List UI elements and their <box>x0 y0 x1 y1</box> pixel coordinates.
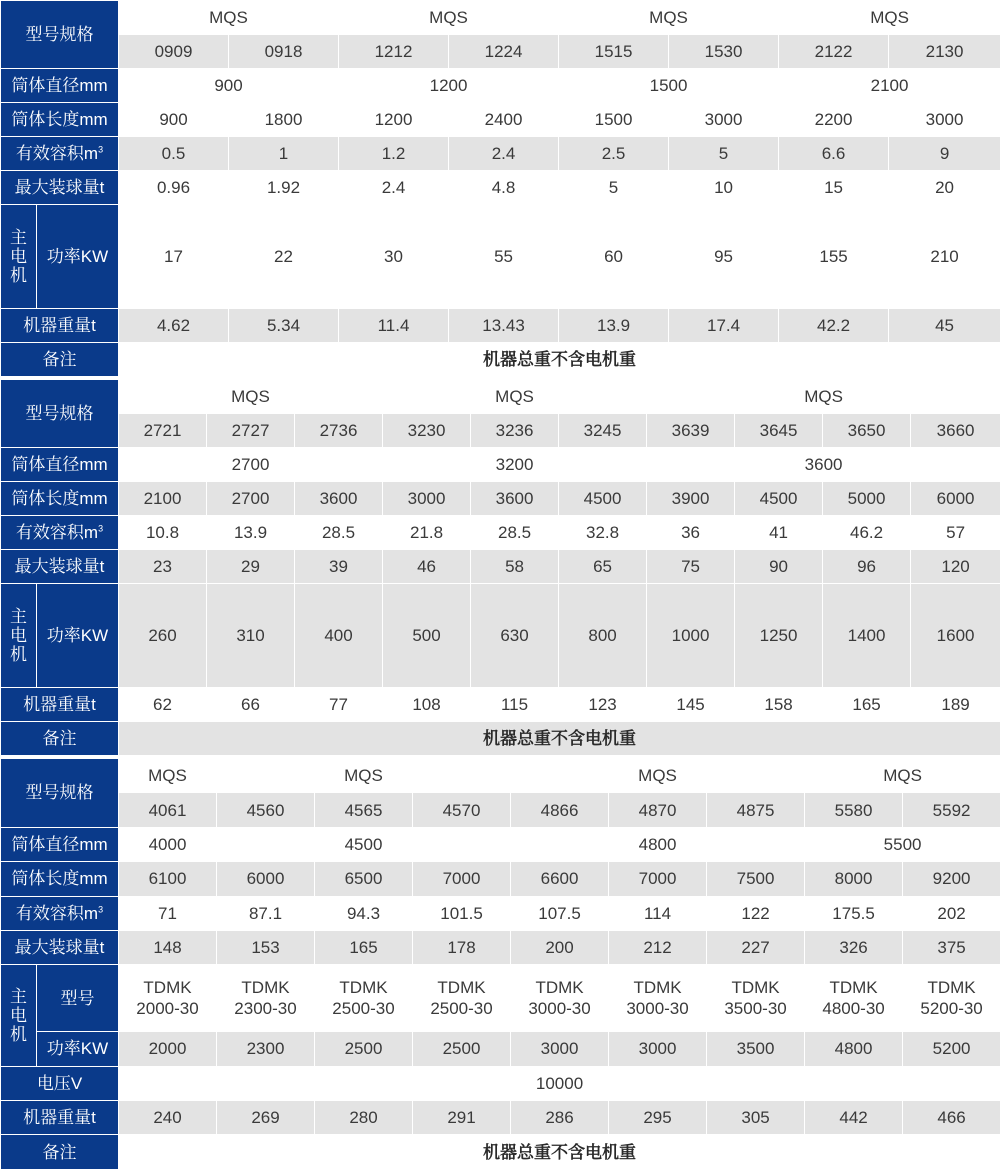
volume-label: 有效容积$m^3$ <box>1 896 119 930</box>
model-cell: 1224 <box>449 35 559 69</box>
length-cell: 7000 <box>413 862 511 896</box>
power-cell: 1000 <box>647 584 735 687</box>
motor-type-cell: TDMK 5200-30 <box>903 965 1000 1032</box>
ball-load-label: 最大装球量t <box>1 171 119 205</box>
diameter-label: 筒体直径mm <box>1 827 119 861</box>
motor-type-cell: TDMK 3500-30 <box>707 965 805 1032</box>
power-cell: 630 <box>471 584 559 687</box>
diameter-cell: 4800 <box>511 827 805 861</box>
weight-cell: 165 <box>823 687 911 721</box>
power-cell: 5200 <box>903 1032 1000 1066</box>
volume-cell: 5 <box>669 137 779 171</box>
model-cell: 4866 <box>511 793 609 827</box>
length-cell: 5000 <box>823 482 911 516</box>
diameter-cell: 2100 <box>779 69 1000 103</box>
weight-cell: 280 <box>315 1101 413 1135</box>
remark-label: 备注 <box>1 721 119 755</box>
weight-cell: 13.9 <box>559 308 669 342</box>
power-cell: 2500 <box>413 1032 511 1066</box>
volume-cell: 2.5 <box>559 137 669 171</box>
weight-cell: 123 <box>559 687 647 721</box>
length-cell: 3600 <box>295 482 383 516</box>
diameter-label: 筒体直径mm <box>1 69 119 103</box>
power-cell: 30 <box>339 205 449 308</box>
ball-load-cell: 1.92 <box>229 171 339 205</box>
remark-cell: 机器总重不含电机重 <box>119 721 1000 755</box>
model-cell: 3639 <box>647 414 735 448</box>
remark-cell: 机器总重不含电机重 <box>119 1135 1000 1170</box>
diameter-cell: 4000 <box>119 827 217 861</box>
model-cell: 2122 <box>779 35 889 69</box>
diameter-cell: 2700 <box>119 448 383 482</box>
weight-cell: 286 <box>511 1101 609 1135</box>
ball-load-cell: 23 <box>119 550 207 584</box>
weight-cell: 269 <box>217 1101 315 1135</box>
model-cell: 4870 <box>609 793 707 827</box>
diameter-cell: 4500 <box>217 827 511 861</box>
ball-load-cell: 2.4 <box>339 171 449 205</box>
length-cell: 3900 <box>647 482 735 516</box>
ball-load-cell: 178 <box>413 931 511 965</box>
weight-cell: 45 <box>889 308 1000 342</box>
model-cell: 4570 <box>413 793 511 827</box>
series-header: MQS <box>647 380 1000 414</box>
weight-cell: 66 <box>207 687 295 721</box>
length-cell: 3000 <box>383 482 471 516</box>
ball-load-cell: 58 <box>471 550 559 584</box>
length-cell: 6000 <box>217 862 315 896</box>
volume-cell: 101.5 <box>413 896 511 930</box>
series-header: MQS <box>559 1 779 35</box>
series-header: MQS <box>779 1 1000 35</box>
model-cell: 3660 <box>911 414 1000 448</box>
voltage-label: 电压V <box>1 1066 119 1100</box>
volume-cell: 71 <box>119 896 217 930</box>
power-cell: 500 <box>383 584 471 687</box>
volume-cell: 114 <box>609 896 707 930</box>
spec-table-3 <box>0 758 1000 1170</box>
volume-cell: 36 <box>647 516 735 550</box>
length-cell: 4500 <box>735 482 823 516</box>
weight-cell: 13.43 <box>449 308 559 342</box>
power-label: 功率KW <box>37 205 119 308</box>
volume-cell: 0.5 <box>119 137 229 171</box>
model-cell: 1530 <box>669 35 779 69</box>
length-label: 筒体长度mm <box>1 862 119 896</box>
power-cell: 2000 <box>119 1032 217 1066</box>
model-cell: 3236 <box>471 414 559 448</box>
weight-cell: 240 <box>119 1101 217 1135</box>
model-cell: 1515 <box>559 35 669 69</box>
weight-cell: 291 <box>413 1101 511 1135</box>
power-label: 功率KW <box>37 1032 119 1066</box>
model-cell: 0909 <box>119 35 229 69</box>
weight-cell: 42.2 <box>779 308 889 342</box>
power-cell: 4800 <box>805 1032 903 1066</box>
series-header: MQS <box>339 1 559 35</box>
volume-cell: 13.9 <box>207 516 295 550</box>
volume-label: 有效容积$m^3$ <box>1 516 119 550</box>
model-spec-label: 型号规格 <box>1 759 119 828</box>
motor-type-label: 型号 <box>37 965 119 1032</box>
volume-cell: 107.5 <box>511 896 609 930</box>
weight-cell: 77 <box>295 687 383 721</box>
model-cell: 3230 <box>383 414 471 448</box>
length-cell: 3000 <box>669 103 779 137</box>
ball-load-cell: 90 <box>735 550 823 584</box>
length-cell: 6000 <box>911 482 1000 516</box>
power-cell: 1250 <box>735 584 823 687</box>
ball-load-cell: 10 <box>669 171 779 205</box>
ball-load-cell: 148 <box>119 931 217 965</box>
ball-load-cell: 5 <box>559 171 669 205</box>
length-cell: 3000 <box>889 103 1000 137</box>
ball-load-cell: 212 <box>609 931 707 965</box>
main-motor-label: 主 电 机 <box>1 205 37 308</box>
diameter-cell: 3600 <box>647 448 1000 482</box>
power-cell: 22 <box>229 205 339 308</box>
volume-cell: 1 <box>229 137 339 171</box>
length-cell: 1800 <box>229 103 339 137</box>
series-header: MQS <box>119 759 217 793</box>
model-cell: 1212 <box>339 35 449 69</box>
remark-cell: 机器总重不含电机重 <box>119 342 1000 376</box>
volume-cell: 32.8 <box>559 516 647 550</box>
ball-load-cell: 75 <box>647 550 735 584</box>
weight-cell: 189 <box>911 687 1000 721</box>
ball-load-cell: 227 <box>707 931 805 965</box>
weight-cell: 295 <box>609 1101 707 1135</box>
model-cell: 0918 <box>229 35 339 69</box>
remark-label: 备注 <box>1 342 119 376</box>
diameter-label: 筒体直径mm <box>1 448 119 482</box>
weight-cell: 466 <box>903 1101 1000 1135</box>
length-cell: 7000 <box>609 862 707 896</box>
ball-load-label: 最大装球量t <box>1 931 119 965</box>
remark-label: 备注 <box>1 1135 119 1170</box>
motor-type-cell: TDMK 2500-30 <box>315 965 413 1032</box>
length-cell: 6600 <box>511 862 609 896</box>
weight-cell: 17.4 <box>669 308 779 342</box>
volume-cell: 28.5 <box>471 516 559 550</box>
length-label: 筒体长度mm <box>1 103 119 137</box>
length-cell: 1200 <box>339 103 449 137</box>
power-cell: 310 <box>207 584 295 687</box>
main-motor-label: 主 电 机 <box>1 584 37 687</box>
volume-cell: 10.8 <box>119 516 207 550</box>
power-cell: 3500 <box>707 1032 805 1066</box>
model-cell: 4061 <box>119 793 217 827</box>
volume-label: 有效容积$m^3$ <box>1 137 119 171</box>
model-spec-label: 型号规格 <box>1 1 119 69</box>
ball-load-cell: 29 <box>207 550 295 584</box>
weight-cell: 305 <box>707 1101 805 1135</box>
motor-type-cell: TDMK 4800-30 <box>805 965 903 1032</box>
ball-load-cell: 15 <box>779 171 889 205</box>
power-cell: 60 <box>559 205 669 308</box>
volume-cell: 21.8 <box>383 516 471 550</box>
volume-cell: 57 <box>911 516 1000 550</box>
power-cell: 210 <box>889 205 1000 308</box>
series-header: MQS <box>119 380 383 414</box>
model-cell: 3245 <box>559 414 647 448</box>
length-cell: 2400 <box>449 103 559 137</box>
series-header: MQS <box>217 759 511 793</box>
power-cell: 1400 <box>823 584 911 687</box>
length-cell: 2700 <box>207 482 295 516</box>
diameter-cell: 900 <box>119 69 339 103</box>
voltage-cell: 10000 <box>119 1066 1000 1100</box>
power-cell: 2500 <box>315 1032 413 1066</box>
motor-type-cell: TDMK 2300-30 <box>217 965 315 1032</box>
power-cell: 1600 <box>911 584 1000 687</box>
ball-load-cell: 153 <box>217 931 315 965</box>
volume-cell: 1.2 <box>339 137 449 171</box>
motor-type-cell: TDMK 2000-30 <box>119 965 217 1032</box>
series-header: MQS <box>805 759 1000 793</box>
ball-load-cell: 96 <box>823 550 911 584</box>
model-cell: 4565 <box>315 793 413 827</box>
power-cell: 3000 <box>511 1032 609 1066</box>
motor-type-cell: TDMK 3000-30 <box>609 965 707 1032</box>
volume-cell: 87.1 <box>217 896 315 930</box>
power-cell: 155 <box>779 205 889 308</box>
weight-cell: 442 <box>805 1101 903 1135</box>
weight-cell: 158 <box>735 687 823 721</box>
ball-load-cell: 4.8 <box>449 171 559 205</box>
length-cell: 3600 <box>471 482 559 516</box>
length-cell: 6100 <box>119 862 217 896</box>
length-cell: 2100 <box>119 482 207 516</box>
volume-cell: 28.5 <box>295 516 383 550</box>
length-cell: 900 <box>119 103 229 137</box>
power-cell: 2300 <box>217 1032 315 1066</box>
power-cell: 800 <box>559 584 647 687</box>
model-cell: 5580 <box>805 793 903 827</box>
ball-load-cell: 0.96 <box>119 171 229 205</box>
length-cell: 7500 <box>707 862 805 896</box>
weight-cell: 5.34 <box>229 308 339 342</box>
ball-load-cell: 65 <box>559 550 647 584</box>
length-cell: 8000 <box>805 862 903 896</box>
ball-load-cell: 375 <box>903 931 1000 965</box>
volume-cell: 46.2 <box>823 516 911 550</box>
spec-table-2 <box>0 379 1000 756</box>
volume-cell: 94.3 <box>315 896 413 930</box>
ball-load-cell: 326 <box>805 931 903 965</box>
series-header: MQS <box>511 759 805 793</box>
power-cell: 3000 <box>609 1032 707 1066</box>
volume-cell: 122 <box>707 896 805 930</box>
ball-load-cell: 46 <box>383 550 471 584</box>
ball-load-cell: 39 <box>295 550 383 584</box>
model-cell: 3650 <box>823 414 911 448</box>
model-cell: 2721 <box>119 414 207 448</box>
ball-load-label: 最大装球量t <box>1 550 119 584</box>
length-cell: 6500 <box>315 862 413 896</box>
series-header: MQS <box>119 1 339 35</box>
weight-label: 机器重量t <box>1 308 119 342</box>
ball-load-cell: 20 <box>889 171 1000 205</box>
power-label: 功率KW <box>37 584 119 687</box>
model-cell: 2130 <box>889 35 1000 69</box>
diameter-cell: 3200 <box>383 448 647 482</box>
volume-cell: 9 <box>889 137 1000 171</box>
length-cell: 1500 <box>559 103 669 137</box>
model-cell: 2736 <box>295 414 383 448</box>
ball-load-cell: 120 <box>911 550 1000 584</box>
ball-load-cell: 165 <box>315 931 413 965</box>
spec-table-1 <box>0 0 1000 377</box>
volume-cell: 2.4 <box>449 137 559 171</box>
power-cell: 260 <box>119 584 207 687</box>
length-cell: 2200 <box>779 103 889 137</box>
series-header: MQS <box>383 380 647 414</box>
model-spec-label: 型号规格 <box>1 380 119 448</box>
motor-type-cell: TDMK 2500-30 <box>413 965 511 1032</box>
length-cell: 9200 <box>903 862 1000 896</box>
weight-cell: 115 <box>471 687 559 721</box>
ball-load-cell: 200 <box>511 931 609 965</box>
weight-cell: 145 <box>647 687 735 721</box>
power-cell: 95 <box>669 205 779 308</box>
weight-cell: 4.62 <box>119 308 229 342</box>
model-cell: 5592 <box>903 793 1000 827</box>
volume-cell: 41 <box>735 516 823 550</box>
weight-cell: 108 <box>383 687 471 721</box>
power-cell: 17 <box>119 205 229 308</box>
main-motor-label: 主 电 机 <box>1 965 37 1066</box>
model-cell: 2727 <box>207 414 295 448</box>
power-cell: 55 <box>449 205 559 308</box>
diameter-cell: 1500 <box>559 69 779 103</box>
power-cell: 400 <box>295 584 383 687</box>
motor-type-cell: TDMK 3000-30 <box>511 965 609 1032</box>
length-label: 筒体长度mm <box>1 482 119 516</box>
volume-cell: 175.5 <box>805 896 903 930</box>
model-cell: 3645 <box>735 414 823 448</box>
length-cell: 4500 <box>559 482 647 516</box>
volume-cell: 202 <box>903 896 1000 930</box>
weight-label: 机器重量t <box>1 1101 119 1135</box>
diameter-cell: 5500 <box>805 827 1000 861</box>
weight-cell: 11.4 <box>339 308 449 342</box>
diameter-cell: 1200 <box>339 69 559 103</box>
weight-label: 机器重量t <box>1 687 119 721</box>
weight-cell: 62 <box>119 687 207 721</box>
model-cell: 4560 <box>217 793 315 827</box>
volume-cell: 6.6 <box>779 137 889 171</box>
model-cell: 4875 <box>707 793 805 827</box>
